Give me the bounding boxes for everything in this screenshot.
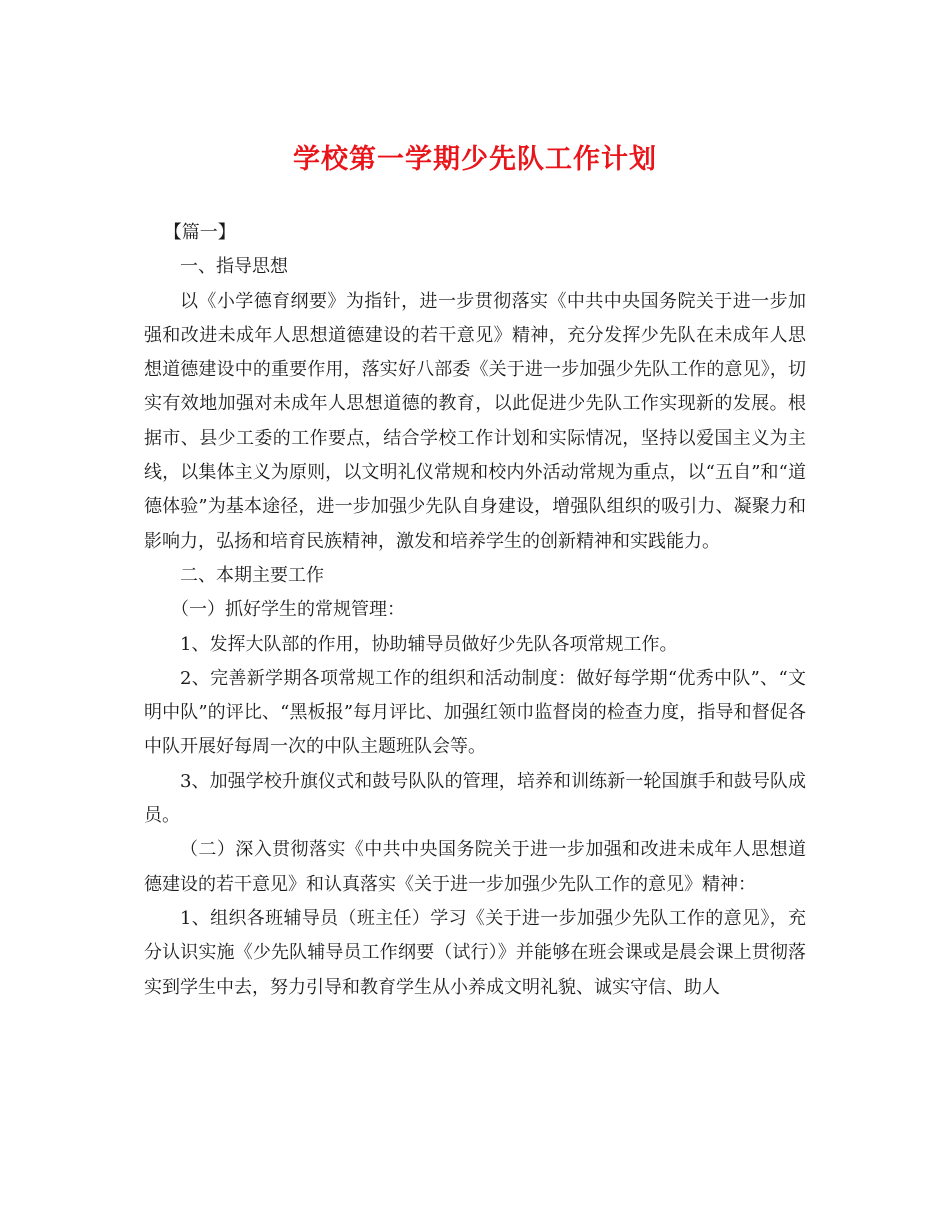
- subheading-routine-management: （一）抓好学生的常规管理：: [171, 599, 405, 621]
- list-item: 3、加强学校升旗仪式和鼓号队队的管理，培养和训练新一轮国旗手和鼓号队成员。: [144, 770, 806, 827]
- heading-guiding-ideology: 一、指导思想: [180, 256, 288, 278]
- document-body: [144, 216, 806, 1005]
- subheading-implementation: （二）深入贯彻落实《中共中央国务院关于进一步加强和改进未成年人思想道德建设的若干意见》和认真落实《关于进一步加强少先队工作的意见》精神：: [144, 839, 806, 895]
- document-title: 学校第一学期少先队工作计划: [293, 144, 657, 175]
- section-label: 【篇一】: [163, 222, 236, 243]
- list-item: 1、发挥大队部的作用，协助辅导员做好少先队各项常规工作。: [180, 633, 678, 655]
- heading-main-work: 二、本期主要工作: [180, 564, 324, 586]
- list-item: 1、组织各班辅导员（班主任）学习《关于进一步加强少先队工作的意见》，充分认识实施《少先队辅导员工作纲要（试行）》并能够在班会课或是晨会课上贯彻落实到学生中去，努力引导和教育学生从小养成文明礼貌、诚实守信、助人: [144, 907, 806, 998]
- list-item: 2、完善新学期各项常规工作的组织和活动制度：做好每学期“优秀中队”、“文明中队”的评比、“黑板报”每月评比、加强红领巾监督岗的检查力度，指导和督促各中队开展好每周一次的中队主题班队会等。: [144, 667, 806, 758]
- paragraph-guiding-ideology: 以《小学德育纲要》为指针，进一步贯彻落实《中共中央国务院关于进一步加强和改进未成年人思想道德建设的若干意见》精神，充分发挥少先队在未成年人思想道德建设中的重要作用，落实好八部委《关于进一步加强少先队工作的意见》，切实有效地加强对未成年人思想道德的教育，以此促进少先队工作实现新的发展。根据市、县少工委的工作要点，结合学校工作计划和实际情况，坚持以爱国主义为主线，以集体主义为原则，以文明礼仪常规和校内外活动常规为重点，以“五自”和“道德体验”为基本途径，进一步加强少先队自身建设，增强队组织的吸引力、凝聚力和影响力，弘扬和培育民族精神，激发和培养学生的创新精神和实践能力。: [144, 290, 806, 552]
